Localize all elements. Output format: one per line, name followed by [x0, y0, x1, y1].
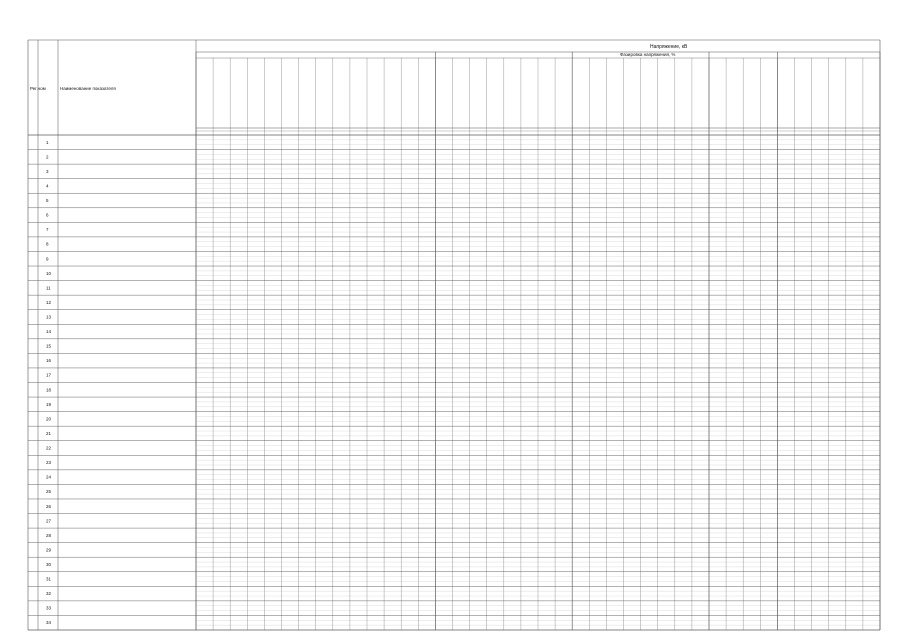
row-number: 26 [46, 503, 52, 509]
row-number: 11 [46, 285, 51, 291]
phasing-header: Фазировка напряжения, % [620, 52, 676, 57]
row-number: 8 [46, 241, 49, 247]
row-number: 21 [46, 430, 52, 436]
reg-num-header: Рег.ном [30, 86, 46, 91]
row-number: 33 [46, 605, 52, 611]
row-number: 30 [46, 561, 52, 567]
row-number: 19 [46, 401, 52, 407]
row-number: 13 [46, 314, 52, 320]
row-number: 15 [46, 343, 52, 349]
row-number: 34 [46, 620, 52, 626]
row-number: 29 [46, 547, 52, 553]
row-number: 16 [46, 358, 52, 364]
row-number: 20 [46, 416, 52, 422]
row-number: 28 [46, 532, 52, 538]
row-number: 6 [46, 212, 49, 218]
row-number: 24 [46, 474, 52, 480]
row-number: 22 [46, 445, 52, 451]
row-number: 2 [46, 154, 49, 160]
row-number: 25 [46, 489, 52, 495]
row-number: 27 [46, 518, 52, 524]
row-number: 7 [46, 227, 49, 233]
row-number: 9 [46, 256, 49, 262]
row-number: 14 [46, 329, 52, 335]
indicator-name-header: Наименование показателя [60, 86, 116, 91]
row-number: 18 [46, 387, 52, 393]
row-number: 32 [46, 591, 52, 597]
row-number: 12 [46, 299, 52, 305]
row-number: 4 [46, 183, 49, 189]
row-number: 17 [46, 372, 52, 378]
row-number: 10 [46, 270, 52, 276]
row-number: 5 [46, 198, 49, 204]
row-number: 31 [46, 576, 52, 582]
row-number: 1 [46, 139, 49, 145]
row-number: 23 [46, 460, 52, 466]
row-number: 3 [46, 168, 49, 174]
voltage-header: Напряжение, кВ [650, 44, 688, 50]
